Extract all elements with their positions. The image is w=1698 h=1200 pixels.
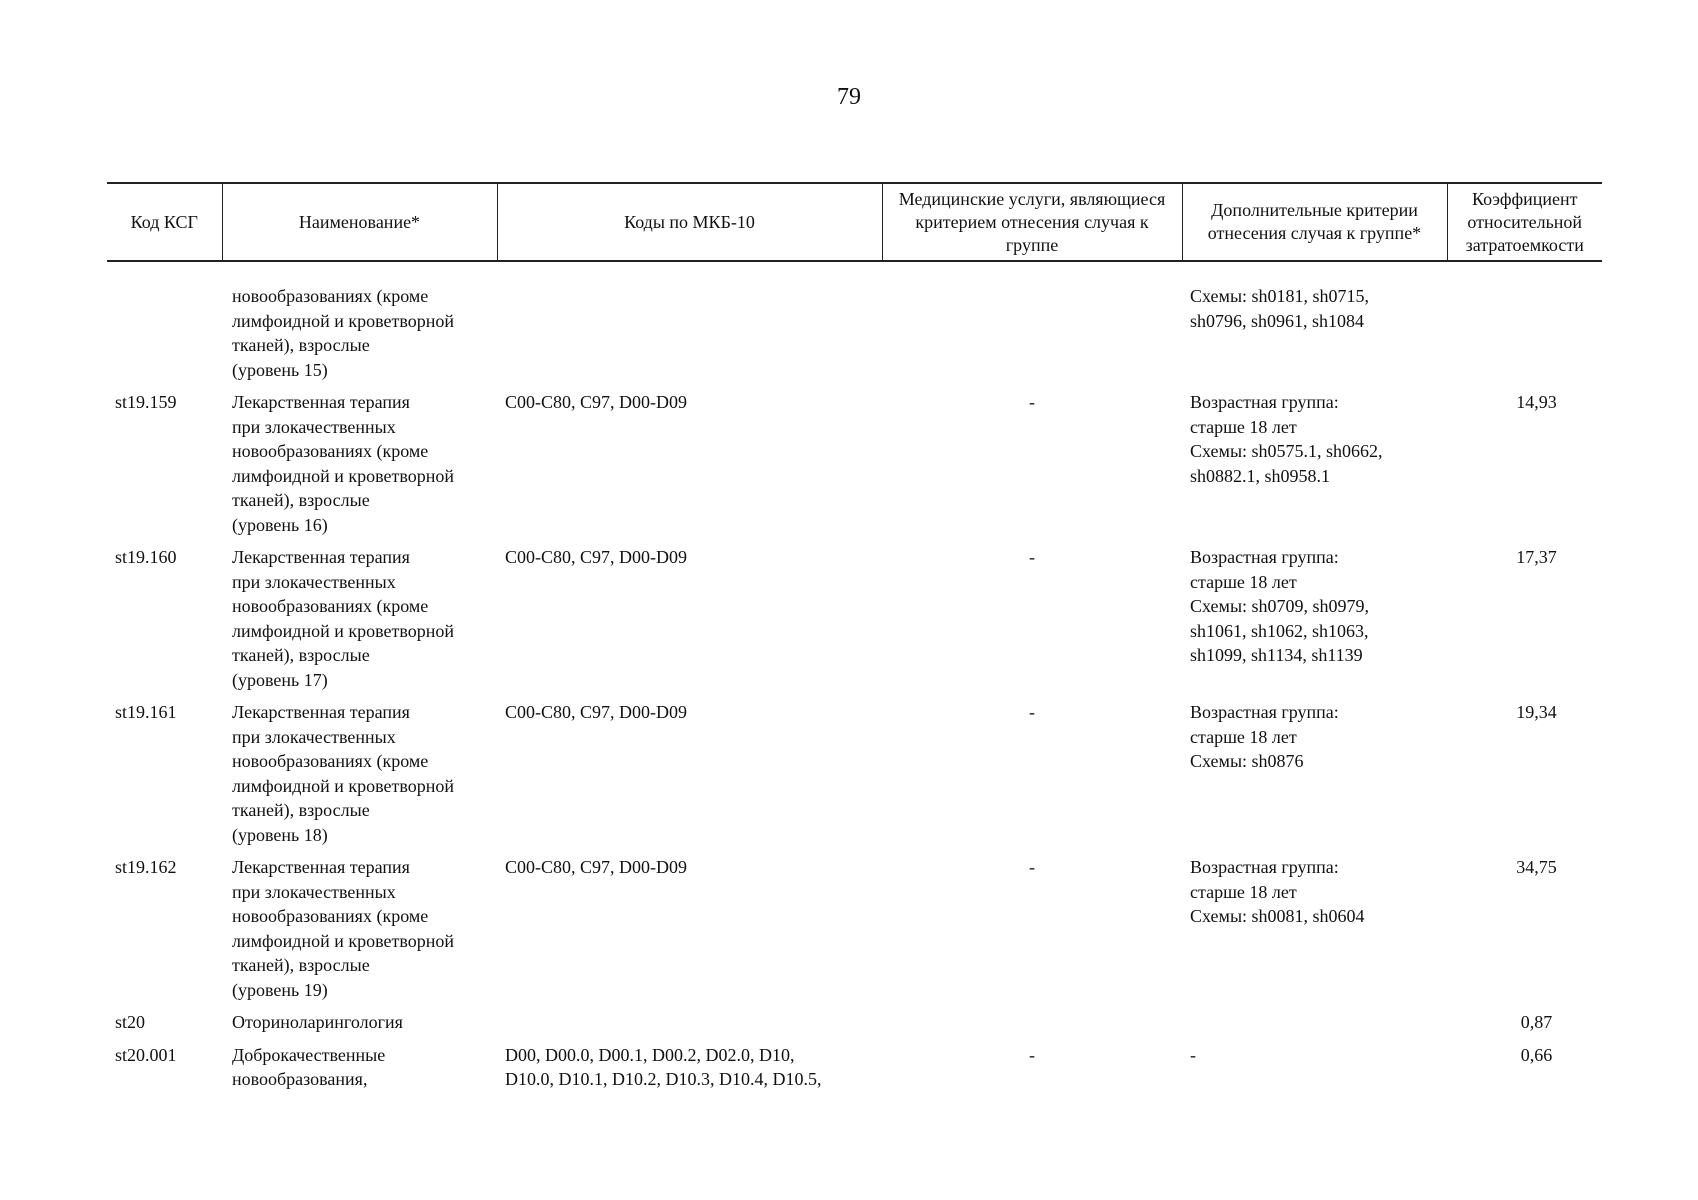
cell-mkb: D00, D00.0, D00.1, D00.2, D02.0, D10, D10.0, D10.1, D10.2, D10.3, D10.4, D10.5, <box>505 1044 822 1089</box>
cell-coef: 17,37 <box>1516 547 1557 567</box>
page-number: 79 <box>837 84 861 110</box>
cell-name: Лекарственная терапия при злокачественных новообразованиях (кроме лимфоидной и кроветворной тканей), взрослые (уровень 18) <box>232 702 454 845</box>
cell-coef: 0,87 <box>1520 1012 1553 1032</box>
table-row <box>107 692 1602 847</box>
cell-med <box>882 1002 1182 1035</box>
cell-name: Лекарственная терапия при злокачественных новообразованиях (кроме лимфоидной и кроветворной тканей), взрослые (уровень 19) <box>232 857 454 1000</box>
header-mkb: Коды по МКБ-10 <box>497 183 882 261</box>
header-criteria: Дополнительные критерии отнесения случая к группе* <box>1182 183 1447 261</box>
cell-name: новообразованиях (кроме лимфоидной и кроветворной тканей), взрослые (уровень 15) <box>232 286 454 380</box>
cell-criteria: Возрастная группа: старше 18 лет Схемы: sh0081, sh0604 <box>1190 857 1365 926</box>
cell-criteria: Схемы: sh0181, sh0715, sh0796, sh0961, sh1084 <box>1190 286 1370 331</box>
table-row <box>107 261 1602 382</box>
cell-code: st20.001 <box>115 1044 177 1065</box>
table-row <box>107 537 1602 692</box>
cell-med: - <box>1029 1044 1035 1065</box>
header-coef: Коэффициент относительной затратоемкости <box>1447 183 1602 261</box>
cell-code <box>107 261 222 382</box>
table-header-row <box>107 183 1602 261</box>
header-name: Наименование* <box>222 183 497 261</box>
cell-name: Доброкачественные новообразования, <box>232 1044 386 1089</box>
header-med: Медицинские услуги, являющиеся критерием отнесения случая к группе <box>882 183 1182 261</box>
cell-med: - <box>1029 547 1035 567</box>
cell-code: st19.161 <box>115 702 177 722</box>
table-row <box>107 847 1602 1002</box>
cell-mkb <box>497 1002 882 1035</box>
header-code: Код КСГ <box>107 183 222 261</box>
cell-name: Лекарственная терапия при злокачественных новообразованиях (кроме лимфоидной и кроветворной тканей), взрослые (уровень 17) <box>232 547 454 690</box>
cell-coef: 14,93 <box>1516 392 1557 412</box>
cell-criteria: Возрастная группа: старше 18 лет Схемы: sh0709, sh0979, sh1061, sh1062, sh1063, sh1099, sh1134, sh1139 <box>1190 547 1370 665</box>
cell-code: st19.162 <box>115 857 177 877</box>
cell-code: st19.160 <box>115 547 177 567</box>
cell-mkb: C00-C80, C97, D00-D09 <box>505 392 688 412</box>
cell-code: st20 <box>115 1012 146 1032</box>
ksg-table <box>107 182 1602 1092</box>
table-row <box>107 1035 1602 1092</box>
cell-mkb: C00-C80, C97, D00-D09 <box>505 857 688 877</box>
cell-criteria: Возрастная группа: старше 18 лет Схемы: sh0876 <box>1190 702 1339 771</box>
cell-coef: 0,66 <box>1520 1044 1553 1065</box>
cell-criteria <box>1182 1002 1447 1035</box>
cell-coef <box>1447 261 1602 382</box>
cell-med <box>882 261 1182 382</box>
cell-mkb: C00-C80, C97, D00-D09 <box>505 547 688 567</box>
cell-code: st19.159 <box>115 392 177 412</box>
cell-coef: 34,75 <box>1516 857 1557 877</box>
cell-mkb: C00-C80, C97, D00-D09 <box>505 702 688 722</box>
cell-med: - <box>1029 392 1035 412</box>
cell-criteria: Возрастная группа: старше 18 лет Схемы: sh0575.1, sh0662, sh0882.1, sh0958.1 <box>1190 392 1383 486</box>
table-row <box>107 382 1602 537</box>
cell-coef: 19,34 <box>1516 702 1557 722</box>
cell-med: - <box>1029 702 1035 722</box>
cell-criteria: - <box>1190 1044 1196 1065</box>
cell-med: - <box>1029 857 1035 877</box>
cell-name: Оториноларингология <box>232 1012 403 1032</box>
cell-name: Лекарственная терапия при злокачественных новообразованиях (кроме лимфоидной и кроветворной тканей), взрослые (уровень 16) <box>232 392 454 535</box>
section-row <box>107 1002 1602 1035</box>
cell-mkb <box>497 261 882 382</box>
